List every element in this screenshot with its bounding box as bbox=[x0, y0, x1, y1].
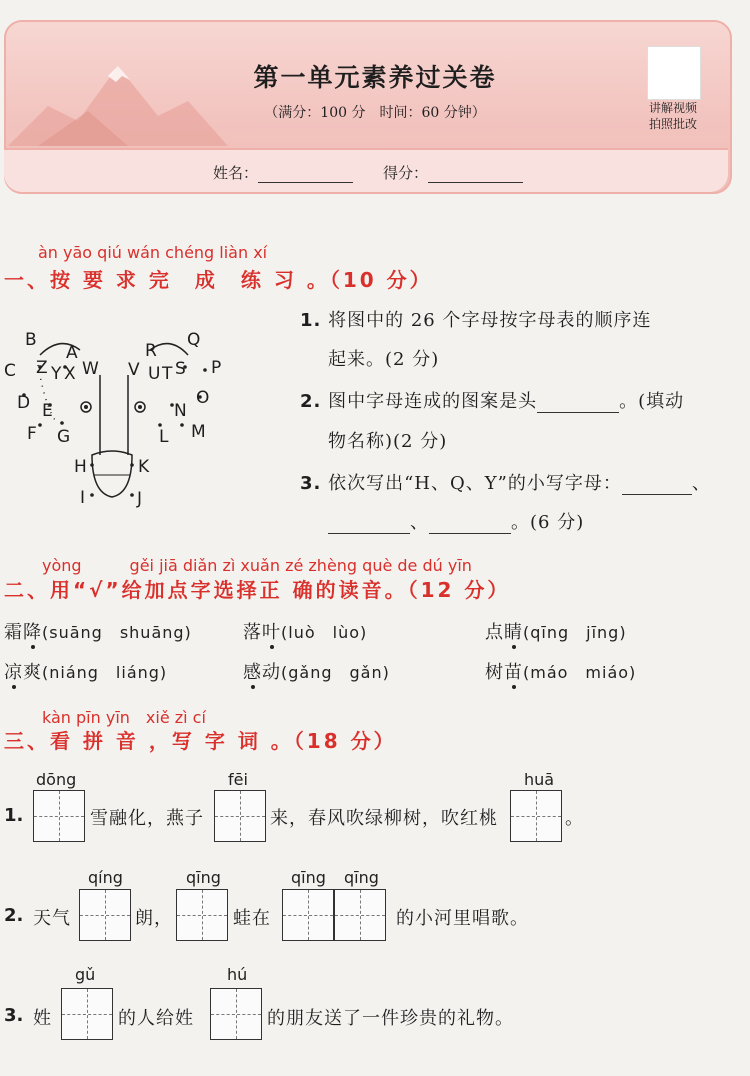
sentence-text: 的小河里唱歌。 bbox=[396, 908, 529, 929]
sentence-text: 雪融化，燕子 bbox=[90, 808, 204, 829]
question-number: 1. bbox=[300, 310, 322, 331]
tianzige-box[interactable] bbox=[214, 790, 266, 842]
sentence-text: 的朋友送了一件珍贵的礼物。 bbox=[267, 1008, 514, 1029]
pinyin-hint: hú bbox=[227, 965, 248, 984]
section2-pinyin: yòng gěi jiā diǎn zì xuǎn zé zhèng què de dú yīn bbox=[42, 556, 472, 575]
pinyin-options[interactable]: (suāng shuāng) bbox=[42, 623, 192, 642]
letter-label: Q bbox=[187, 330, 201, 350]
letter-label: Y bbox=[51, 364, 62, 384]
question-3-cont bbox=[328, 508, 584, 534]
question-points: 。(6 分) bbox=[511, 512, 585, 533]
separator: 、 bbox=[410, 512, 429, 533]
question-2 bbox=[300, 387, 684, 413]
letter-label: E bbox=[42, 401, 53, 421]
pinyin-options[interactable]: (niáng liáng) bbox=[42, 663, 168, 682]
tianzige-box[interactable] bbox=[33, 790, 85, 842]
pinyin-hint: qīng bbox=[186, 868, 221, 887]
letter-label: W bbox=[82, 359, 99, 379]
letter-label: U bbox=[148, 364, 161, 384]
letter-label: A bbox=[66, 343, 78, 363]
pinyin-options[interactable]: (gǎng gǎn) bbox=[281, 663, 390, 682]
letter-label: F bbox=[27, 424, 37, 444]
page-subtitle: （满分：100 分 时间：60 分钟） bbox=[264, 105, 486, 121]
pinyin-options[interactable]: (qīng jīng) bbox=[523, 623, 627, 642]
letter-label: K bbox=[138, 457, 150, 477]
name-label: 姓名： bbox=[213, 164, 259, 182]
pinyin-hint: dōng bbox=[36, 770, 77, 789]
dotted-char: 降 bbox=[23, 622, 42, 643]
letter-label: I bbox=[80, 488, 86, 508]
question-text: 。(填动 bbox=[619, 391, 685, 412]
question-number: 2. bbox=[4, 905, 24, 926]
reading-choice bbox=[243, 658, 390, 684]
letter-label: L bbox=[159, 427, 169, 447]
char: 落 bbox=[243, 622, 262, 643]
sentence-text: 来，春风吹绿柳树，吹红桃 bbox=[270, 808, 498, 829]
section3-heading: 三、看 拼 音 ，写 字 词 。（18 分） bbox=[4, 729, 397, 753]
qr-code[interactable] bbox=[647, 46, 701, 100]
letter-label: B bbox=[25, 330, 37, 350]
char: 爽 bbox=[23, 662, 42, 683]
tianzige-box[interactable] bbox=[334, 889, 386, 941]
letter-label: P bbox=[211, 358, 222, 378]
tianzige-box[interactable] bbox=[79, 889, 131, 941]
score-label: 得分： bbox=[383, 164, 429, 182]
separator: 、 bbox=[691, 473, 711, 494]
question-number: 3. bbox=[4, 1005, 24, 1026]
name-blank[interactable] bbox=[258, 182, 353, 183]
section1-heading: 一、按 要 求 完 成 练 习 。（10 分） bbox=[4, 268, 433, 292]
tianzige-box[interactable] bbox=[510, 790, 562, 842]
qr-label bbox=[640, 100, 706, 132]
pinyin-hint: qíng bbox=[88, 868, 123, 887]
qr-label-grading: 拍照批改 bbox=[648, 117, 697, 131]
section1-pinyin: àn yāo qiú wán chéng liàn xí bbox=[38, 243, 268, 262]
question-1 bbox=[300, 306, 651, 332]
pinyin-hint: gǔ bbox=[75, 965, 96, 984]
letter-label: X bbox=[64, 364, 76, 384]
pinyin-options[interactable]: (luò lùo) bbox=[281, 623, 368, 642]
question-number: 1. bbox=[4, 805, 24, 826]
reading-choice bbox=[485, 618, 627, 644]
letter-label: S bbox=[175, 359, 186, 379]
question-3 bbox=[300, 469, 711, 495]
char: 霜 bbox=[4, 622, 23, 643]
sentence-text: 朗， bbox=[135, 908, 173, 929]
score-field bbox=[383, 162, 523, 183]
answer-blank[interactable] bbox=[328, 533, 410, 534]
sentence-text: 的人给姓 bbox=[118, 1008, 194, 1029]
answer-blank[interactable] bbox=[622, 494, 692, 495]
question-number: 2. bbox=[300, 391, 322, 412]
char: 树 bbox=[485, 662, 504, 683]
letter-label: D bbox=[17, 393, 31, 413]
reading-choice bbox=[4, 658, 167, 684]
qr-label-video: 讲解视频 bbox=[648, 101, 697, 115]
pinyin-hint: qīng bbox=[291, 868, 326, 887]
question-text: 将图中的 26 个字母按字母表的顺序连 bbox=[328, 310, 652, 331]
sentence-text: 姓 bbox=[33, 1008, 52, 1029]
pinyin-hint: fēi bbox=[228, 770, 248, 789]
section3-pinyin: kàn pīn yīn xiě zì cí bbox=[42, 708, 206, 727]
letter-label: G bbox=[57, 427, 71, 447]
question-text: 依次写出“H、Q、Y”的小写字母： bbox=[328, 473, 622, 494]
letter-label: Z bbox=[36, 358, 48, 378]
rabbit-dot-puzzle bbox=[0, 325, 230, 515]
reading-choice bbox=[485, 658, 636, 684]
question-1-cont: 起来。(2 分) bbox=[328, 349, 440, 370]
sentence-text: 蛙在 bbox=[233, 908, 271, 929]
letter-label: J bbox=[137, 489, 143, 509]
dotted-char: 感 bbox=[243, 662, 262, 683]
char: 动 bbox=[262, 662, 281, 683]
score-blank[interactable] bbox=[428, 182, 523, 183]
letter-label: O bbox=[196, 388, 210, 408]
letter-label: M bbox=[191, 422, 206, 442]
section2-heading: 二、用“√”给加点字选择正 确的读音。（12 分） bbox=[4, 578, 511, 602]
tianzige-box[interactable] bbox=[210, 988, 262, 1040]
reading-choice bbox=[243, 618, 367, 644]
answer-blank[interactable] bbox=[429, 533, 511, 534]
letter-label: N bbox=[174, 401, 187, 421]
dotted-char: 叶 bbox=[262, 622, 281, 643]
char: 点 bbox=[485, 622, 504, 643]
answer-blank[interactable] bbox=[537, 412, 619, 413]
tianzige-box[interactable] bbox=[282, 889, 334, 941]
sentence-text: 天气 bbox=[33, 908, 71, 929]
sentence-text: 。 bbox=[565, 808, 584, 829]
tianzige-box[interactable] bbox=[61, 988, 113, 1040]
letter-label: H bbox=[74, 457, 87, 477]
pinyin-hint: qīng bbox=[344, 868, 379, 887]
question-2-cont: 物名称)(2 分) bbox=[328, 431, 448, 452]
letter-label: T bbox=[162, 364, 173, 384]
question-number: 3. bbox=[300, 473, 322, 494]
tianzige-box[interactable] bbox=[176, 889, 228, 941]
letter-label: C bbox=[4, 361, 16, 381]
letter-label: R bbox=[145, 341, 157, 361]
dotted-char: 睛 bbox=[504, 622, 523, 643]
name-field bbox=[213, 162, 353, 183]
question-text: 图中字母连成的图案是头 bbox=[328, 391, 538, 412]
reading-choice bbox=[4, 618, 192, 644]
dotted-char: 苗 bbox=[504, 662, 523, 683]
pinyin-hint: huā bbox=[524, 770, 555, 789]
page-title: 第一单元素养过关卷 bbox=[253, 63, 497, 92]
pinyin-options[interactable]: (máo miáo) bbox=[523, 663, 637, 682]
dotted-char: 凉 bbox=[4, 662, 23, 683]
header-info-strip bbox=[4, 148, 728, 192]
letter-label: V bbox=[128, 360, 140, 380]
